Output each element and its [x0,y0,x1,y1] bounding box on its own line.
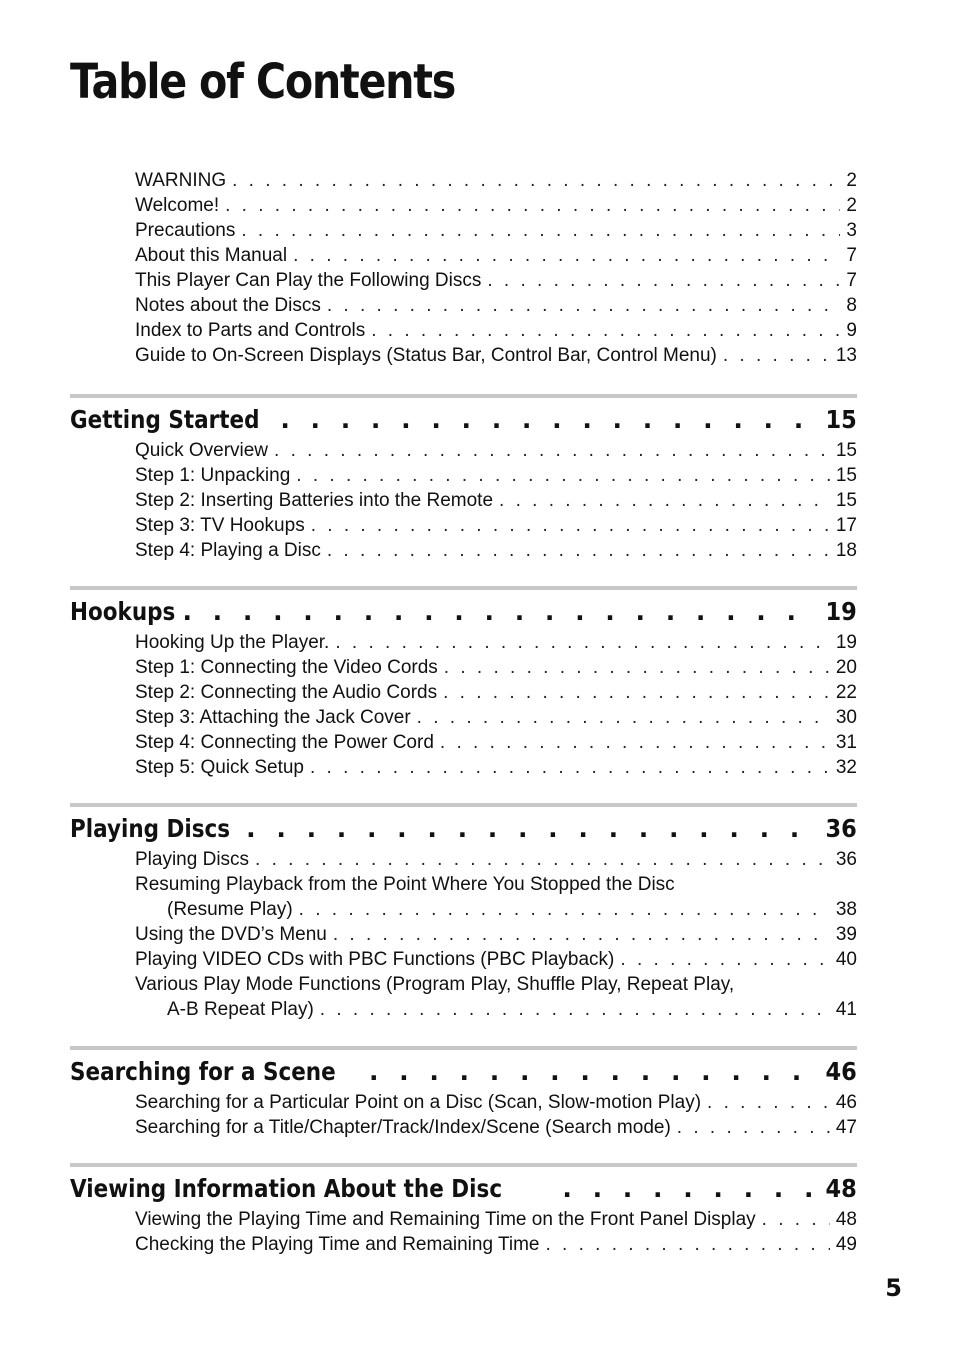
entry-page: 7 [846,270,857,291]
section-title: Searching for a Scene [70,1057,336,1086]
leader-dots [320,997,830,1022]
entry-label: Step 1: Connecting the Video Cords [135,657,438,678]
entry-label: Step 5: Quick Setup [135,757,304,778]
toc-entry[interactable] [135,343,857,368]
section-title: Hookups [70,597,176,626]
toc-entry-continuation[interactable] [135,897,857,922]
leader-dots [499,488,830,513]
toc-entry[interactable] [135,488,857,513]
entry-page: 13 [835,345,857,366]
leader-dots [443,680,830,705]
toc-entry[interactable] [135,1232,857,1257]
entry-page: 15 [835,440,857,461]
toc-entry[interactable] [135,872,857,897]
entry-label: Hooking Up the Player. [135,632,330,653]
leader-dots [562,1171,814,1207]
entry-page: 46 [835,1092,857,1113]
leader-dots [487,268,840,293]
intro-list [135,168,857,368]
toc-entry[interactable] [135,218,857,243]
entry-page: 30 [835,707,857,728]
section-playing-discs [70,803,857,1022]
toc-entry[interactable] [135,1090,857,1115]
section-divider [70,1046,857,1050]
section-title: Viewing Information About the Disc [70,1174,503,1203]
entry-page: 8 [846,295,857,316]
entry-label: WARNING [135,170,227,191]
entry-page: 3 [846,220,857,241]
section-page: 19 [825,597,857,626]
leader-dots [274,438,830,463]
leader-dots [311,513,830,538]
toc-entry[interactable] [135,463,857,488]
leader-dots [440,730,830,755]
entry-label: Step 3: TV Hookups [135,515,305,536]
leader-dots [327,293,841,318]
leader-dots [444,655,830,680]
leader-dots [280,402,814,438]
entry-label: Quick Overview [135,440,269,461]
toc-entry[interactable] [135,1115,857,1140]
section-divider [70,1163,857,1167]
leader-dots [371,318,840,343]
entry-label: Step 3: Attaching the Jack Cover [135,707,411,728]
section-heading[interactable] [70,402,857,438]
entry-label-continuation: (Resume Play) [167,899,293,920]
section-divider [70,803,857,807]
entry-page: 22 [835,682,857,703]
section-page: 36 [825,814,857,843]
section-heading[interactable] [70,1171,857,1207]
toc-entry[interactable] [135,243,857,268]
entry-label: Welcome! [135,195,220,216]
section-page: 15 [825,405,857,434]
toc-entry[interactable] [135,513,857,538]
toc-entry[interactable] [135,730,857,755]
toc-entry[interactable] [135,947,857,972]
entry-label: Precautions [135,220,236,241]
entry-label: Searching for a Title/Chapter/Track/Index/Scene (Search mode) [135,1117,671,1138]
toc-entry[interactable] [135,755,857,780]
section-searching-for-a-scene [70,1046,857,1140]
toc-entry[interactable] [135,293,857,318]
leader-dots [723,343,830,368]
entry-label: Step 2: Inserting Batteries into the Remote [135,490,494,511]
section-heading[interactable] [70,1054,857,1090]
entry-label: Searching for a Particular Point on a Disc (Scan, Slow-motion Play) [135,1092,702,1113]
entry-label: Checking the Playing Time and Remaining Time [135,1234,540,1255]
entry-label: Guide to On-Screen Displays (Status Bar, Control Bar, Control Menu) [135,345,717,366]
entry-label: Step 4: Playing a Disc [135,540,321,561]
toc-entry[interactable] [135,538,857,563]
leader-dots [369,1054,814,1090]
entry-label: Step 2: Connecting the Audio Cords [135,682,438,703]
leader-dots [545,1232,829,1257]
toc-entry[interactable] [135,438,857,463]
toc-entry[interactable] [135,193,857,218]
section-heading[interactable] [70,594,857,630]
section-viewing-information [70,1163,857,1257]
leader-dots [232,168,840,193]
toc-entry[interactable] [135,972,857,997]
entry-label: Index to Parts and Controls [135,320,366,341]
leader-dots [620,947,829,972]
leader-dots [241,218,840,243]
entry-page: 15 [835,465,857,486]
entry-page: 7 [846,245,857,266]
section-title: Getting Started [70,405,260,434]
entry-page: 15 [835,490,857,511]
entry-page: 9 [846,320,857,341]
toc-entry[interactable] [135,318,857,343]
section-divider [70,394,857,398]
entry-label: Playing VIDEO CDs with PBC Functions (PBC Playback) [135,949,615,970]
leader-dots [335,630,830,655]
section-hookups [70,586,857,780]
leader-dots [296,463,830,488]
toc-entry[interactable] [135,922,857,947]
entry-page: 47 [835,1117,857,1138]
entry-label: Step 1: Unpacking [135,465,291,486]
entry-page: 32 [835,757,857,778]
section-heading[interactable] [70,811,857,847]
entry-page: 18 [835,540,857,561]
toc-entry[interactable] [135,655,857,680]
toc-entry[interactable] [135,630,857,655]
entry-page: 40 [835,949,857,970]
entry-label: This Player Can Play the Following Discs [135,270,482,291]
leader-dots [327,538,830,563]
entry-label-continuation: A-B Repeat Play) [167,999,314,1020]
section-page: 46 [825,1057,857,1086]
section-page: 48 [825,1174,857,1203]
entry-label: Resuming Playback from the Point Where You Stopped the Disc [135,874,675,895]
leader-dots [182,594,814,630]
entry-label: Playing Discs [135,849,250,870]
leader-dots [333,922,830,947]
entry-page: 2 [846,170,857,191]
leader-dots [417,705,830,730]
entry-label: About this Manual [135,245,288,266]
toc-entry[interactable] [135,680,857,705]
toc-entry[interactable] [135,1207,857,1232]
entry-page: 19 [835,632,857,653]
leader-dots [707,1090,830,1115]
entry-page: 48 [835,1209,857,1230]
entry-page: 36 [835,849,857,870]
toc-entry-continuation[interactable] [135,997,857,1022]
toc-entry[interactable] [135,168,857,193]
entry-page: 17 [835,515,857,536]
leader-dots [299,897,830,922]
entry-page: 2 [846,195,857,216]
leader-dots [762,1207,830,1232]
entry-label: Using the DVD’s Menu [135,924,327,945]
entry-label: Step 4: Connecting the Power Cord [135,732,434,753]
entry-page: 31 [835,732,857,753]
entry-label: Notes about the Discs [135,295,321,316]
section-title: Playing Discs [70,814,231,843]
entry-page: 39 [835,924,857,945]
leader-dots [255,847,830,872]
entry-label: Viewing the Playing Time and Remaining Time on the Front Panel Display [135,1209,756,1230]
entry-page: 49 [835,1234,857,1255]
toc-entry[interactable] [135,847,857,872]
page-number: 5 [885,1274,902,1302]
toc-entry[interactable] [135,268,857,293]
leader-dots [310,755,830,780]
leader-dots [677,1115,830,1140]
toc-entry[interactable] [135,705,857,730]
entry-page: 20 [835,657,857,678]
section-getting-started [70,394,857,563]
section-divider [70,586,857,590]
leader-dots [293,243,840,268]
leader-dots [225,193,840,218]
entry-page: 41 [835,999,857,1020]
entry-page: 38 [835,899,857,920]
leader-dots [246,811,814,847]
page-title: Table of Contents [70,54,455,110]
entry-label: Various Play Mode Functions (Program Play, Shuffle Play, Repeat Play, [135,974,735,995]
